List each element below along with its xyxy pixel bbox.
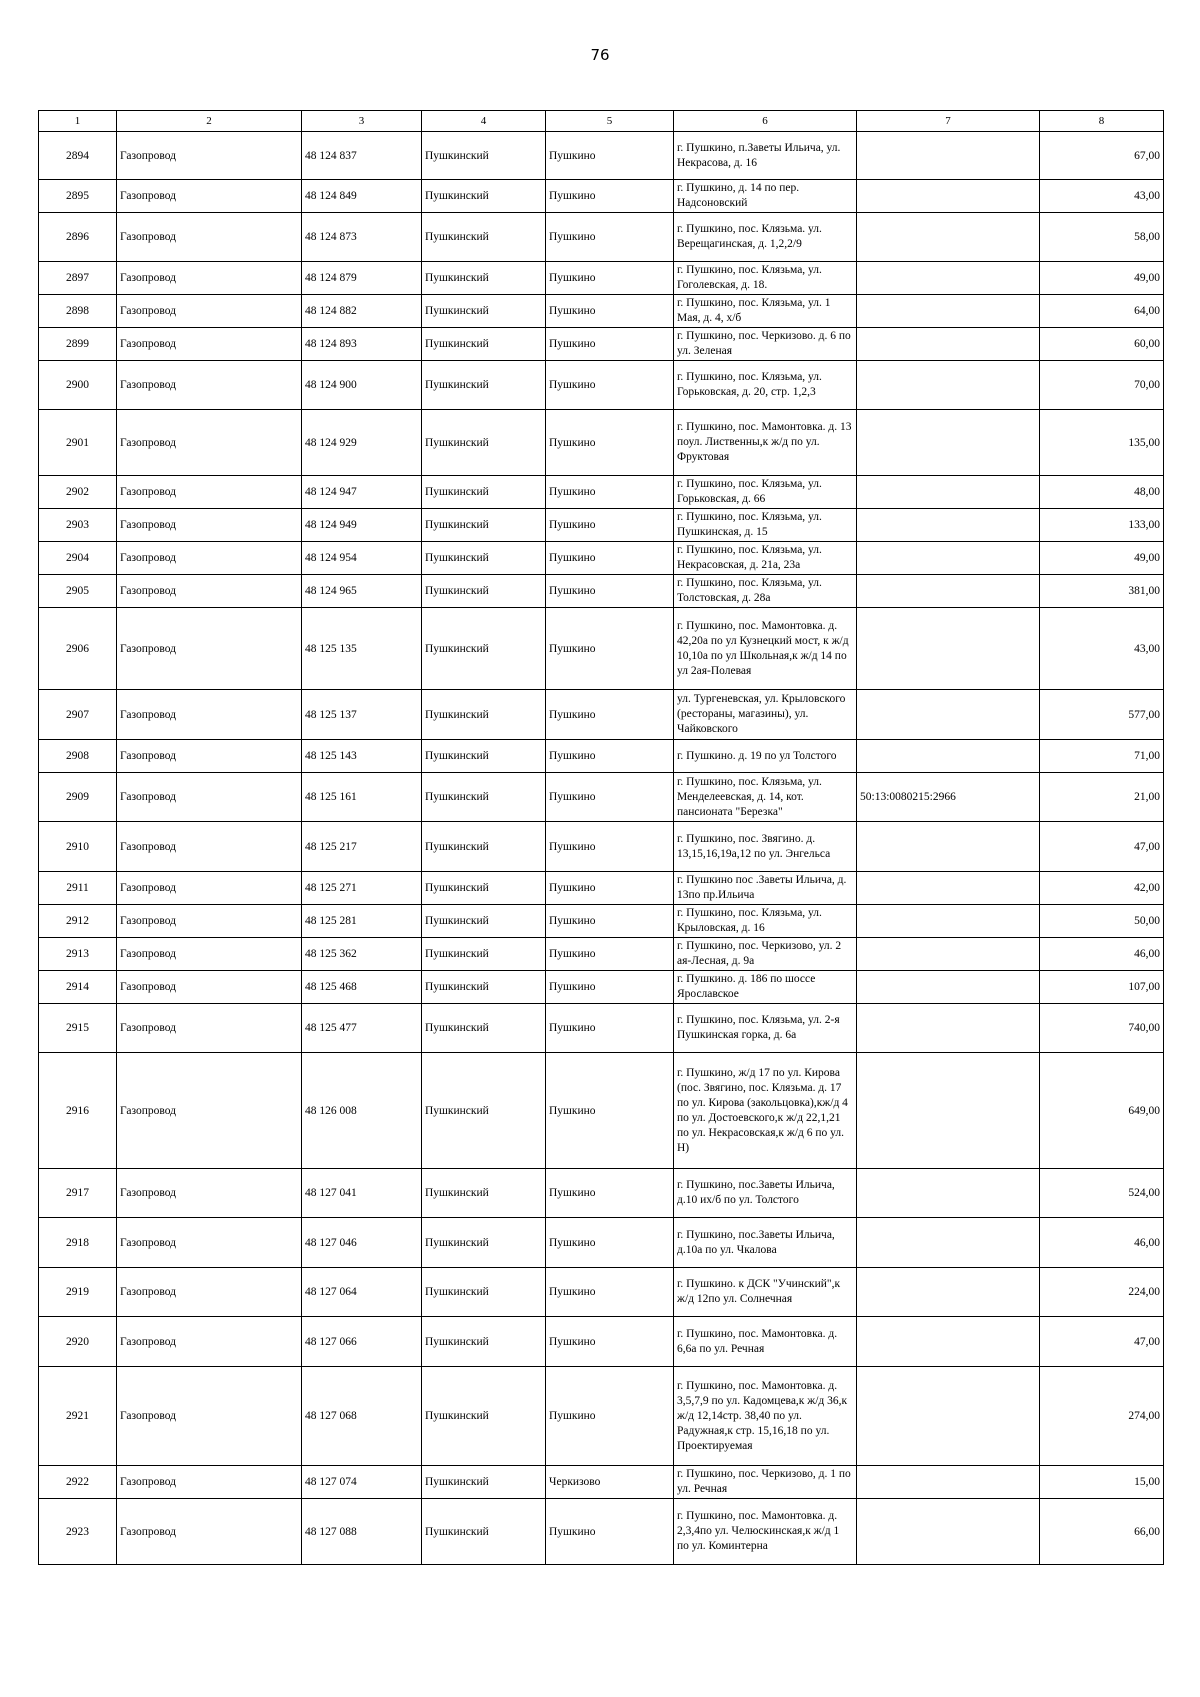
length-cell: 64,00 <box>1040 295 1164 328</box>
cadastral-number-cell <box>857 542 1040 575</box>
cadastral-number-cell: 50:13:0080215:2966 <box>857 773 1040 822</box>
cadastral-number-cell <box>857 822 1040 872</box>
length-cell: 47,00 <box>1040 1317 1164 1367</box>
length-cell: 577,00 <box>1040 690 1164 740</box>
object-code-cell: 48 127 064 <box>302 1268 422 1317</box>
address-cell: г. Пушкино, пос. Клязьма, ул. 1 Мая, д. 4, х/б <box>674 295 857 328</box>
district-cell: Пушкинский <box>422 690 546 740</box>
object-code-cell: 48 124 849 <box>302 180 422 213</box>
object-code-cell: 48 127 074 <box>302 1466 422 1499</box>
cadastral-number-cell <box>857 262 1040 295</box>
address-cell: г. Пушкино, пос. Клязьма, ул. Некрасовская, д. 21а, 23а <box>674 542 857 575</box>
locality-cell: Пушкино <box>546 476 674 509</box>
row-number-cell: 2922 <box>39 1466 117 1499</box>
address-cell: г. Пушкино пос .Заветы Ильича, д. 13по пр.Ильича <box>674 872 857 905</box>
row-number-cell: 2913 <box>39 938 117 971</box>
length-cell: 66,00 <box>1040 1499 1164 1565</box>
locality-cell: Пушкино <box>546 132 674 180</box>
cadastral-number-cell <box>857 872 1040 905</box>
row-number-cell: 2917 <box>39 1169 117 1218</box>
object-code-cell: 48 124 900 <box>302 361 422 410</box>
length-cell: 524,00 <box>1040 1169 1164 1218</box>
object-code-cell: 48 125 161 <box>302 773 422 822</box>
length-cell: 50,00 <box>1040 905 1164 938</box>
object-name-cell: Газопровод <box>117 822 302 872</box>
row-number-cell: 2914 <box>39 971 117 1004</box>
row-number-cell: 2909 <box>39 773 117 822</box>
table-row <box>39 575 1164 608</box>
column-header: 2 <box>117 111 302 132</box>
object-code-cell: 48 125 217 <box>302 822 422 872</box>
object-code-cell: 48 124 965 <box>302 575 422 608</box>
district-cell: Пушкинский <box>422 1367 546 1466</box>
length-cell: 107,00 <box>1040 971 1164 1004</box>
object-code-cell: 48 125 477 <box>302 1004 422 1053</box>
object-code-cell: 48 125 362 <box>302 938 422 971</box>
table-row <box>39 773 1164 822</box>
table-row <box>39 262 1164 295</box>
length-cell: 381,00 <box>1040 575 1164 608</box>
district-cell: Пушкинский <box>422 1218 546 1268</box>
district-cell: Пушкинский <box>422 971 546 1004</box>
row-number-cell: 2898 <box>39 295 117 328</box>
length-cell: 740,00 <box>1040 1004 1164 1053</box>
locality-cell: Пушкино <box>546 938 674 971</box>
object-name-cell: Газопровод <box>117 361 302 410</box>
address-cell: г. Пушкино, пос. Черкизово. д. 6 по ул. Зеленая <box>674 328 857 361</box>
table-row <box>39 132 1164 180</box>
locality-cell: Пушкино <box>546 328 674 361</box>
object-code-cell: 48 124 873 <box>302 213 422 262</box>
cadastral-number-cell <box>857 361 1040 410</box>
length-cell: 43,00 <box>1040 608 1164 690</box>
address-cell: г. Пушкино, пос. Мамонтовка. д. 3,5,7,9 по ул. Кадомцева,к ж/д 36,к ж/д 12,14стр. 38,40 по ул. Радужная,к стр. 15,16,18 по ул. Проектируемая <box>674 1367 857 1466</box>
object-code-cell: 48 127 066 <box>302 1317 422 1367</box>
object-name-cell: Газопровод <box>117 132 302 180</box>
locality-cell: Пушкино <box>546 262 674 295</box>
locality-cell: Пушкино <box>546 1317 674 1367</box>
object-name-cell: Газопровод <box>117 1053 302 1169</box>
table-row <box>39 1268 1164 1317</box>
row-number-cell: 2902 <box>39 476 117 509</box>
length-cell: 60,00 <box>1040 328 1164 361</box>
length-cell: 42,00 <box>1040 872 1164 905</box>
district-cell: Пушкинский <box>422 1004 546 1053</box>
object-name-cell: Газопровод <box>117 905 302 938</box>
table-row <box>39 213 1164 262</box>
locality-cell: Пушкино <box>546 575 674 608</box>
table-row <box>39 1218 1164 1268</box>
locality-cell: Пушкино <box>546 1004 674 1053</box>
object-name-cell: Газопровод <box>117 575 302 608</box>
table-row <box>39 872 1164 905</box>
cadastral-number-cell <box>857 180 1040 213</box>
registry-table <box>38 110 1164 1565</box>
length-cell: 274,00 <box>1040 1367 1164 1466</box>
locality-cell: Пушкино <box>546 690 674 740</box>
object-code-cell: 48 125 137 <box>302 690 422 740</box>
address-cell: г. Пушкино, пос. Клязьма, ул. 2-я Пушкинская горка, д. 6а <box>674 1004 857 1053</box>
object-code-cell: 48 124 929 <box>302 410 422 476</box>
object-name-cell: Газопровод <box>117 690 302 740</box>
object-name-cell: Газопровод <box>117 1004 302 1053</box>
table-row <box>39 410 1164 476</box>
object-code-cell: 48 127 041 <box>302 1169 422 1218</box>
length-cell: 46,00 <box>1040 938 1164 971</box>
row-number-cell: 2908 <box>39 740 117 773</box>
table-row <box>39 1367 1164 1466</box>
address-cell: г. Пушкино. д. 186 по шоссе Ярославское <box>674 971 857 1004</box>
object-name-cell: Газопровод <box>117 410 302 476</box>
object-name-cell: Газопровод <box>117 476 302 509</box>
cadastral-number-cell <box>857 213 1040 262</box>
object-code-cell: 48 125 143 <box>302 740 422 773</box>
table-row <box>39 1053 1164 1169</box>
table-row <box>39 822 1164 872</box>
address-cell: г. Пушкино, пос. Клязьма, ул. Толстовская, д. 28а <box>674 575 857 608</box>
cadastral-number-cell <box>857 328 1040 361</box>
district-cell: Пушкинский <box>422 328 546 361</box>
table-row <box>39 740 1164 773</box>
length-cell: 58,00 <box>1040 213 1164 262</box>
object-name-cell: Газопровод <box>117 1218 302 1268</box>
object-name-cell: Газопровод <box>117 773 302 822</box>
row-number-cell: 2900 <box>39 361 117 410</box>
district-cell: Пушкинский <box>422 542 546 575</box>
address-cell: г. Пушкино, п.Заветы Ильича, ул. Некрасова, д. 16 <box>674 132 857 180</box>
object-code-cell: 48 127 046 <box>302 1218 422 1268</box>
object-name-cell: Газопровод <box>117 608 302 690</box>
cadastral-number-cell <box>857 938 1040 971</box>
table-row <box>39 476 1164 509</box>
page-number: 76 <box>590 46 610 64</box>
address-cell: г. Пушкино, пос. Клязьма, ул. Пушкинская, д. 15 <box>674 509 857 542</box>
column-header: 8 <box>1040 111 1164 132</box>
length-cell: 49,00 <box>1040 262 1164 295</box>
length-cell: 47,00 <box>1040 822 1164 872</box>
row-number-cell: 2906 <box>39 608 117 690</box>
object-name-cell: Газопровод <box>117 1367 302 1466</box>
table-row <box>39 1169 1164 1218</box>
district-cell: Пушкинский <box>422 905 546 938</box>
length-cell: 70,00 <box>1040 361 1164 410</box>
district-cell: Пушкинский <box>422 1169 546 1218</box>
address-cell: г. Пушкино, пос. Черкизово, ул. 2 ая-Лесная, д. 9а <box>674 938 857 971</box>
row-number-cell: 2916 <box>39 1053 117 1169</box>
address-cell: г. Пушкино, пос. Мамонтовка. д. 6,6а по ул. Речная <box>674 1317 857 1367</box>
object-code-cell: 48 125 271 <box>302 872 422 905</box>
locality-cell: Пушкино <box>546 1218 674 1268</box>
column-header: 6 <box>674 111 857 132</box>
district-cell: Пушкинский <box>422 822 546 872</box>
cadastral-number-cell <box>857 690 1040 740</box>
locality-cell: Пушкино <box>546 872 674 905</box>
locality-cell: Пушкино <box>546 1499 674 1565</box>
row-number-cell: 2897 <box>39 262 117 295</box>
district-cell: Пушкинский <box>422 476 546 509</box>
address-cell: г. Пушкино, пос. Клязьма. ул. Верещагинская, д. 1,2,2/9 <box>674 213 857 262</box>
table-row <box>39 690 1164 740</box>
object-name-cell: Газопровод <box>117 1268 302 1317</box>
object-name-cell: Газопровод <box>117 328 302 361</box>
table-row <box>39 328 1164 361</box>
object-code-cell: 48 124 893 <box>302 328 422 361</box>
table-row <box>39 361 1164 410</box>
cadastral-number-cell <box>857 1499 1040 1565</box>
district-cell: Пушкинский <box>422 872 546 905</box>
row-number-cell: 2915 <box>39 1004 117 1053</box>
district-cell: Пушкинский <box>422 1317 546 1367</box>
object-code-cell: 48 124 882 <box>302 295 422 328</box>
row-number-cell: 2907 <box>39 690 117 740</box>
table-row <box>39 938 1164 971</box>
district-cell: Пушкинский <box>422 938 546 971</box>
locality-cell: Пушкино <box>546 213 674 262</box>
length-cell: 15,00 <box>1040 1466 1164 1499</box>
object-name-cell: Газопровод <box>117 971 302 1004</box>
address-cell: г. Пушкино, пос. Черкизово, д. 1 по ул. Речная <box>674 1466 857 1499</box>
district-cell: Пушкинский <box>422 262 546 295</box>
cadastral-number-cell <box>857 1466 1040 1499</box>
district-cell: Пушкинский <box>422 509 546 542</box>
district-cell: Пушкинский <box>422 213 546 262</box>
length-cell: 71,00 <box>1040 740 1164 773</box>
district-cell: Пушкинский <box>422 180 546 213</box>
cadastral-number-cell <box>857 1317 1040 1367</box>
table-row <box>39 1317 1164 1367</box>
table-row <box>39 1466 1164 1499</box>
address-cell: г. Пушкино, пос. Клязьма, ул. Крыловская, д. 16 <box>674 905 857 938</box>
locality-cell: Черкизово <box>546 1466 674 1499</box>
row-number-cell: 2899 <box>39 328 117 361</box>
cadastral-number-cell <box>857 295 1040 328</box>
object-code-cell: 48 124 947 <box>302 476 422 509</box>
locality-cell: Пушкино <box>546 740 674 773</box>
locality-cell: Пушкино <box>546 773 674 822</box>
address-cell: г. Пушкино, пос. Мамонтовка. д. 42,20а по ул Кузнецкий мост, к ж/д 10,10а по ул Школьная,к ж/д 14 по ул 2ая-Полевая <box>674 608 857 690</box>
district-cell: Пушкинский <box>422 1466 546 1499</box>
object-name-cell: Газопровод <box>117 872 302 905</box>
column-header: 7 <box>857 111 1040 132</box>
district-cell: Пушкинский <box>422 773 546 822</box>
object-name-cell: Газопровод <box>117 180 302 213</box>
cadastral-number-cell <box>857 1053 1040 1169</box>
table-header-row <box>39 111 1164 132</box>
address-cell: г. Пушкино, пос. Клязьма, ул. Гоголевская, д. 18. <box>674 262 857 295</box>
row-number-cell: 2901 <box>39 410 117 476</box>
row-number-cell: 2896 <box>39 213 117 262</box>
cadastral-number-cell <box>857 1268 1040 1317</box>
table-row <box>39 905 1164 938</box>
locality-cell: Пушкино <box>546 1268 674 1317</box>
locality-cell: Пушкино <box>546 180 674 213</box>
object-code-cell: 48 124 837 <box>302 132 422 180</box>
row-number-cell: 2895 <box>39 180 117 213</box>
address-cell: г. Пушкино, ж/д 17 по ул. Кирова (пос. Звягино, пос. Клязьма. д. 17 по ул. Кирова (закольцовка),кж/д 4 по ул. Достоевского,к ж/д 22,1,21 по ул. Некрасовская,к ж/д 6 по ул. Н) <box>674 1053 857 1169</box>
table-row <box>39 1499 1164 1565</box>
cadastral-number-cell <box>857 740 1040 773</box>
address-cell: ул. Тургеневская, ул. Крыловского (рестораны, магазины), ул. Чайковского <box>674 690 857 740</box>
row-number-cell: 2903 <box>39 509 117 542</box>
table-row <box>39 608 1164 690</box>
length-cell: 49,00 <box>1040 542 1164 575</box>
address-cell: г. Пушкино. д. 19 по ул Толстого <box>674 740 857 773</box>
object-code-cell: 48 127 088 <box>302 1499 422 1565</box>
district-cell: Пушкинский <box>422 295 546 328</box>
row-number-cell: 2923 <box>39 1499 117 1565</box>
column-header: 3 <box>302 111 422 132</box>
object-code-cell: 48 125 468 <box>302 971 422 1004</box>
table-row <box>39 1004 1164 1053</box>
table-row <box>39 180 1164 213</box>
district-cell: Пушкинский <box>422 410 546 476</box>
cadastral-number-cell <box>857 509 1040 542</box>
row-number-cell: 2919 <box>39 1268 117 1317</box>
length-cell: 48,00 <box>1040 476 1164 509</box>
object-code-cell: 48 124 954 <box>302 542 422 575</box>
cadastral-number-cell <box>857 476 1040 509</box>
object-name-cell: Газопровод <box>117 1317 302 1367</box>
length-cell: 21,00 <box>1040 773 1164 822</box>
object-name-cell: Газопровод <box>117 1499 302 1565</box>
locality-cell: Пушкино <box>546 971 674 1004</box>
object-name-cell: Газопровод <box>117 213 302 262</box>
address-cell: г. Пушкино, пос. Мамонтовка. д. 13 поул. Лиственны,к ж/д по ул. Фруктовая <box>674 410 857 476</box>
cadastral-number-cell <box>857 132 1040 180</box>
object-code-cell: 48 124 879 <box>302 262 422 295</box>
object-code-cell: 48 127 068 <box>302 1367 422 1466</box>
locality-cell: Пушкино <box>546 822 674 872</box>
address-cell: г. Пушкино, пос. Клязьма, ул. Горьковская, д. 20, стр. 1,2,3 <box>674 361 857 410</box>
row-number-cell: 2918 <box>39 1218 117 1268</box>
district-cell: Пушкинский <box>422 608 546 690</box>
cadastral-number-cell <box>857 905 1040 938</box>
locality-cell: Пушкино <box>546 1367 674 1466</box>
address-cell: г. Пушкино, пос.Заветы Ильича, д.10а по ул. Чкалова <box>674 1218 857 1268</box>
cadastral-number-cell <box>857 575 1040 608</box>
address-cell: г. Пушкино, пос.Заветы Ильича, д.10 их/б по ул. Толстого <box>674 1169 857 1218</box>
length-cell: 46,00 <box>1040 1218 1164 1268</box>
district-cell: Пушкинский <box>422 361 546 410</box>
district-cell: Пушкинский <box>422 1268 546 1317</box>
address-cell: г. Пушкино, пос. Клязьма, ул. Менделеевская, д. 14, кот. пансионата "Березка" <box>674 773 857 822</box>
cadastral-number-cell <box>857 1169 1040 1218</box>
row-number-cell: 2920 <box>39 1317 117 1367</box>
district-cell: Пушкинский <box>422 132 546 180</box>
locality-cell: Пушкино <box>546 410 674 476</box>
object-name-cell: Газопровод <box>117 1169 302 1218</box>
length-cell: 135,00 <box>1040 410 1164 476</box>
object-code-cell: 48 125 281 <box>302 905 422 938</box>
cadastral-number-cell <box>857 971 1040 1004</box>
row-number-cell: 2921 <box>39 1367 117 1466</box>
length-cell: 649,00 <box>1040 1053 1164 1169</box>
row-number-cell: 2904 <box>39 542 117 575</box>
object-name-cell: Газопровод <box>117 1466 302 1499</box>
cadastral-number-cell <box>857 1004 1040 1053</box>
object-name-cell: Газопровод <box>117 542 302 575</box>
locality-cell: Пушкино <box>546 509 674 542</box>
row-number-cell: 2905 <box>39 575 117 608</box>
locality-cell: Пушкино <box>546 608 674 690</box>
address-cell: г. Пушкино, пос. Звягино. д. 13,15,16,19а,12 по ул. Энгельса <box>674 822 857 872</box>
object-code-cell: 48 124 949 <box>302 509 422 542</box>
length-cell: 67,00 <box>1040 132 1164 180</box>
cadastral-number-cell <box>857 410 1040 476</box>
object-name-cell: Газопровод <box>117 509 302 542</box>
address-cell: г. Пушкино, пос. Клязьма, ул. Горьковская, д. 66 <box>674 476 857 509</box>
address-cell: г. Пушкино. к ДСК "Учинский",к ж/д 12по ул. Солнечная <box>674 1268 857 1317</box>
address-cell: г. Пушкино, пос. Мамонтовка. д. 2,3,4по ул. Челюскинская,к ж/д 1 по ул. Коминтерна <box>674 1499 857 1565</box>
district-cell: Пушкинский <box>422 740 546 773</box>
locality-cell: Пушкино <box>546 361 674 410</box>
district-cell: Пушкинский <box>422 575 546 608</box>
address-cell: г. Пушкино, д. 14 по пер. Надсоновский <box>674 180 857 213</box>
column-header: 1 <box>39 111 117 132</box>
object-name-cell: Газопровод <box>117 295 302 328</box>
table-row <box>39 295 1164 328</box>
cadastral-number-cell <box>857 1367 1040 1466</box>
object-code-cell: 48 126 008 <box>302 1053 422 1169</box>
row-number-cell: 2894 <box>39 132 117 180</box>
table-row <box>39 509 1164 542</box>
locality-cell: Пушкино <box>546 295 674 328</box>
object-name-cell: Газопровод <box>117 938 302 971</box>
locality-cell: Пушкино <box>546 905 674 938</box>
district-cell: Пушкинский <box>422 1053 546 1169</box>
row-number-cell: 2910 <box>39 822 117 872</box>
table-row <box>39 971 1164 1004</box>
length-cell: 224,00 <box>1040 1268 1164 1317</box>
locality-cell: Пушкино <box>546 1169 674 1218</box>
row-number-cell: 2911 <box>39 872 117 905</box>
row-number-cell: 2912 <box>39 905 117 938</box>
cadastral-number-cell <box>857 608 1040 690</box>
object-code-cell: 48 125 135 <box>302 608 422 690</box>
locality-cell: Пушкино <box>546 1053 674 1169</box>
object-name-cell: Газопровод <box>117 740 302 773</box>
column-header: 5 <box>546 111 674 132</box>
length-cell: 133,00 <box>1040 509 1164 542</box>
cadastral-number-cell <box>857 1218 1040 1268</box>
column-header: 4 <box>422 111 546 132</box>
district-cell: Пушкинский <box>422 1499 546 1565</box>
table-row <box>39 542 1164 575</box>
length-cell: 43,00 <box>1040 180 1164 213</box>
locality-cell: Пушкино <box>546 542 674 575</box>
object-name-cell: Газопровод <box>117 262 302 295</box>
